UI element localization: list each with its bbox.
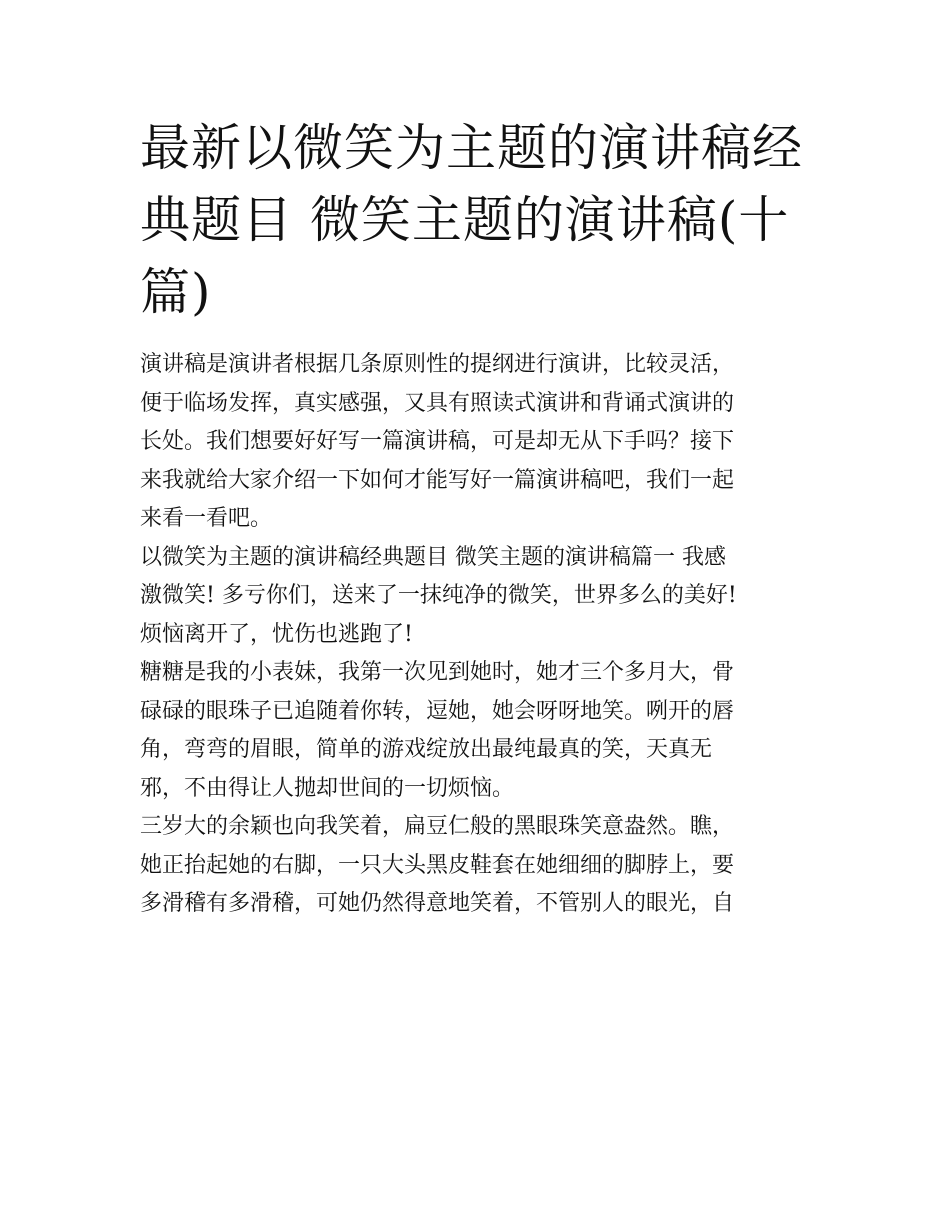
paragraph-tangtang xyxy=(140,654,820,808)
paragraph-yuying xyxy=(140,808,820,924)
text-line: 激微笑! 多亏你们，送来了一抹纯净的微笑，世界多么的美好! xyxy=(140,583,737,608)
title-line: 篇) xyxy=(140,263,212,321)
text-line: 三岁大的余颖也向我笑着，扁豆仁般的黑眼珠笑意盎然。瞧， xyxy=(140,814,735,839)
text-line: 来我就给大家介绍一下如何才能写好一篇演讲稿吧，我们一起 xyxy=(140,467,735,493)
text-line: 烦恼离开了，忧伤也逃跑了! xyxy=(140,621,413,647)
text-line: 多滑稽有多滑稽，可她仍然得意地笑着，不管别人的眼光，自 xyxy=(140,891,735,916)
paragraph-section-one xyxy=(140,539,820,655)
text-line: 便于临场发挥，真实感强，又具有照读式演讲和背诵式演讲的 xyxy=(140,390,735,416)
text-line: 演讲稿是演讲者根据几条原则性的提纲进行演讲，比较灵活， xyxy=(140,352,735,377)
text-line: 糖糖是我的小表妹，我第一次见到她时，她才三个多月大，骨 xyxy=(140,660,735,685)
text-line: 角，弯弯的眉眼，简单的游戏绽放出最纯最真的笑，天真无 xyxy=(140,737,713,762)
document-title xyxy=(140,112,820,328)
title-line: 最新以微笑为主题的演讲稿经 xyxy=(140,119,803,177)
text-line: 邪，不由得让人抛却世间的一切烦恼。 xyxy=(140,775,515,801)
text-line: 她正抬起她的右脚，一只大头黑皮鞋套在她细细的脚脖上，要 xyxy=(140,852,735,878)
text-line: 以微笑为主题的演讲稿经典题目 微笑主题的演讲稿篇一 我感 xyxy=(140,544,726,570)
text-line: 来看一看吧。 xyxy=(140,506,273,531)
document-page xyxy=(140,112,820,924)
text-line: 长处。我们想要好好写一篇演讲稿，可是却无从下手吗？接下 xyxy=(140,429,735,454)
text-line: 碌碌的眼珠子已追随着你转，逗她，她会呀呀地笑。咧开的唇 xyxy=(140,698,735,724)
paragraph-intro xyxy=(140,346,820,539)
title-line: 典题目 微笑主题的演讲稿(十 xyxy=(140,191,790,249)
